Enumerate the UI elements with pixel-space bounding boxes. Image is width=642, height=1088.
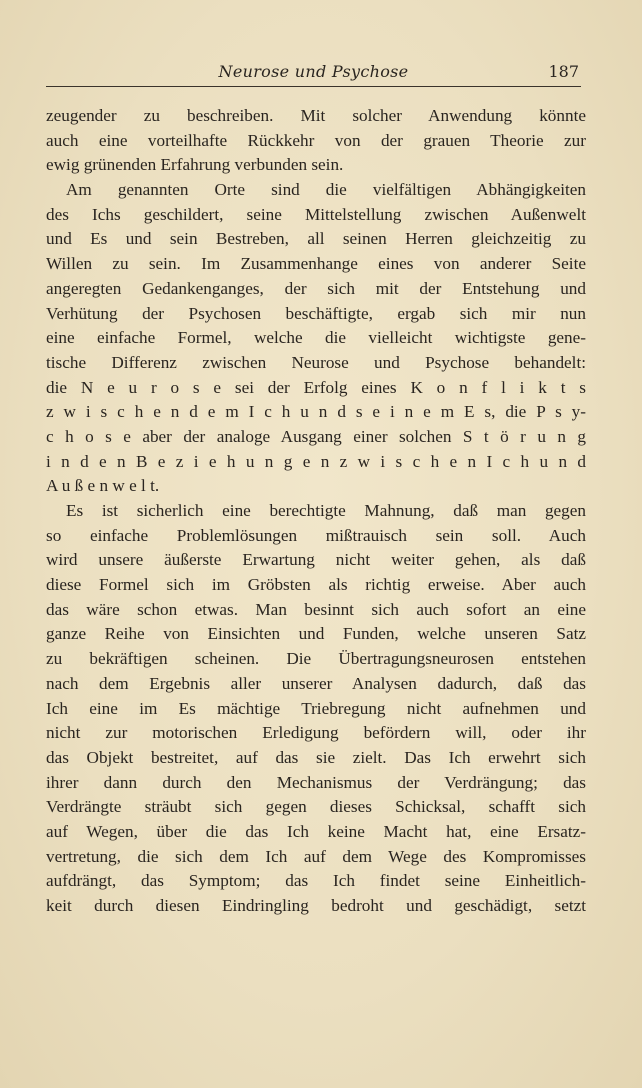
text-line: nach dem Ergebnis aller unserer Analysen dadurch, daß das <box>46 673 586 693</box>
running-title: Neurose und Psychose <box>218 62 409 81</box>
text-line: diese Formel sich im Gröbsten als richtig erweise. Aber auch <box>46 575 586 595</box>
text-line: das wäre schon etwas. Man besinnt sich auch sofort an eine <box>46 599 586 619</box>
text-line: i n d e n B e z i e h u n g e n z w i s c h e n I c h u n d <box>46 451 586 471</box>
text-line: ewig grünenden Erfahrung verbunden sein. <box>46 155 344 175</box>
text-line: Verdrängte sträubt sich gegen dieses Schicksal, schafft sich <box>46 797 586 817</box>
text-line: ihrer dann durch den Mechanismus der Verdrängung; das <box>46 772 586 792</box>
text-line: Es ist sicherlich eine berechtigte Mahnung, daß man gegen <box>66 501 586 520</box>
text-line: zeugender zu beschreiben. Mit solcher Anwendung könnte <box>46 106 586 125</box>
page-number: 187 <box>548 62 579 81</box>
text-line: des Ichs geschildert, seine Mittelstellung zwischen Außenwelt <box>46 204 586 224</box>
text-line: auch eine vorteilhafte Rückkehr von der grauen Theorie zur <box>46 130 586 150</box>
text-line: ganze Reihe von Einsichten und Funden, welche unseren Satz <box>46 624 586 644</box>
text-line: Willen zu sein. Im Zusammenhange eines von anderer Seite <box>46 254 586 274</box>
text-line: c h o s e aber der analoge Ausgang einer solchen S t ö r u n g <box>46 426 586 446</box>
text-line: eine einfache Formel, welche die vielleicht wichtigste gene- <box>46 328 586 348</box>
text-line: Ich eine im Es mächtige Triebregung nicht aufnehmen und <box>46 698 586 718</box>
text-line: und Es und sein Bestreben, all seinen Herren gleichzeitig zu <box>46 229 586 249</box>
body-text <box>46 104 586 919</box>
text-line: vertretung, die sich dem Ich auf dem Wege des Kompromisses <box>46 846 586 866</box>
text-line: z w i s c h e n d e m I c h u n d s e i n e m E s, die P s y- <box>46 402 586 422</box>
text-line: das Objekt bestreitet, auf das sie zielt. Das Ich erwehrt sich <box>46 747 586 767</box>
text-line: zu bekräftigen scheinen. Die Übertragungsneurosen entstehen <box>46 649 586 669</box>
text-line: A u ß e n w e l t. <box>46 476 160 496</box>
text-line: angeregten Gedankenganges, der sich mit der Entstehung und <box>46 278 586 298</box>
text-line: so einfache Problemlösungen mißtrauisch sein soll. Auch <box>46 525 586 545</box>
text-line: keit durch diesen Eindringling bedroht und geschädigt, setzt <box>46 896 586 915</box>
text-line: auf Wegen, über die das Ich keine Macht hat, eine Ersatz- <box>46 821 586 841</box>
text-line: Am genannten Orte sind die vielfältigen Abhängigkeiten <box>66 180 586 200</box>
text-line: die N e u r o s e sei der Erfolg eines K o n f l i k t s <box>46 377 586 397</box>
text-line: Verhütung der Psychosen beschäftigte, ergab sich mir nun <box>46 303 586 323</box>
text-line: nicht zur motorischen Erledigung befördern will, oder ihr <box>46 723 586 743</box>
running-head <box>46 62 581 87</box>
text-line: wird unsere äußerste Erwartung nicht weiter gehen, als daß <box>46 550 586 570</box>
text-line: tische Differenz zwischen Neurose und Psychose behandelt: <box>46 352 586 372</box>
text-line: aufdrängt, das Symptom; das Ich findet seine Einheitlich- <box>46 871 586 891</box>
